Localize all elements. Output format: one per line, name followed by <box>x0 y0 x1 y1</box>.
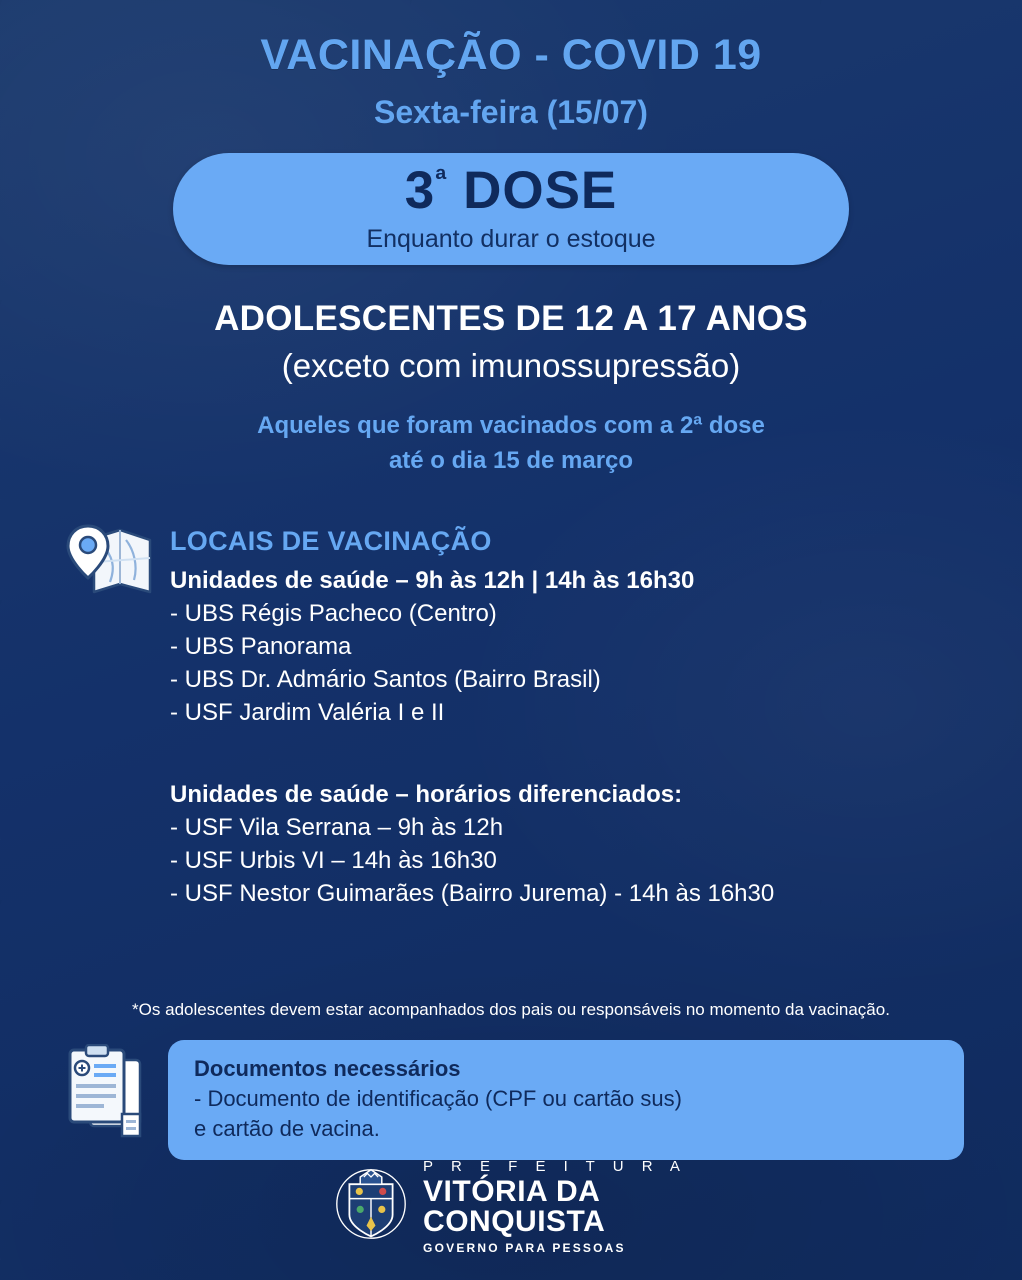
documents-box <box>168 1040 964 1160</box>
group-heading: Unidades de saúde – 9h às 12h | 14h às 16h30 <box>170 567 695 594</box>
locations-text <box>170 520 774 908</box>
audience-exception: (exceto com imunossupressão) <box>281 347 741 384</box>
criteria-line-2: até o dia 15 de março <box>388 446 634 474</box>
group-spacer <box>170 727 774 771</box>
group-heading: Unidades de saúde – horários diferenciados: <box>170 781 683 808</box>
brand-footer <box>0 1159 1022 1254</box>
page-subtitle: Sexta-feira (15/07) <box>374 94 648 130</box>
dose-ordinal: ª <box>435 163 448 197</box>
map-pin-icon <box>64 522 156 607</box>
list-item: - UBS Panorama <box>170 633 352 660</box>
criteria-line-1: Aqueles que foram vacinados com a 2ª dose <box>257 412 765 439</box>
dose-badge <box>173 153 849 265</box>
brand-city-line-1: VITÓRIA DA <box>423 1175 601 1208</box>
dose-note: Enquanto durar o estoque <box>366 225 656 253</box>
list-item: - USF Urbis VI – 14h às 16h30 <box>170 847 497 874</box>
coat-of-arms-icon <box>335 1162 407 1251</box>
clipboard-icon <box>64 1044 146 1147</box>
documents-line-2: e cartão de vacina. <box>194 1116 380 1141</box>
list-item: - USF Nestor Guimarães (Bairro Jurema) - 14h às 16h30 <box>170 880 775 907</box>
locations-title: LOCAIS DE VACINAÇÃO <box>170 526 492 556</box>
list-item: - UBS Régis Pacheco (Centro) <box>170 600 497 627</box>
locations-section <box>64 520 964 908</box>
page-title: VACINAÇÃO - COVID 19 <box>260 31 762 79</box>
list-item: - UBS Dr. Admário Santos (Bairro Brasil) <box>170 666 601 693</box>
brand-slogan: GOVERNO PARA PESSOAS <box>423 1241 626 1255</box>
documents-section <box>64 1040 964 1160</box>
brand-prefix: P R E F E I T U R A <box>423 1158 687 1175</box>
dose-word: DOSE <box>463 161 618 220</box>
list-item: - USF Vila Serrana – 9h às 12h <box>170 814 504 841</box>
dose-label <box>404 161 618 220</box>
footnote: *Os adolescentes devem estar acompanhados dos pais ou responsáveis no momento da vacinação. <box>132 1000 890 1019</box>
list-item: - USF Jardim Valéria I e II <box>170 699 445 726</box>
audience-main: ADOLESCENTES DE 12 A 17 ANOS <box>214 299 808 338</box>
brand-text <box>423 1159 687 1254</box>
audience-criteria <box>0 409 1022 479</box>
locations-group-1 <box>170 567 774 727</box>
locations-group-2 <box>170 781 774 908</box>
documents-line-1: - Documento de identificação (CPF ou cartão sus) <box>194 1086 682 1111</box>
dose-number: 3 <box>404 161 436 220</box>
documents-title: Documentos necessários <box>194 1056 461 1081</box>
brand-city-line-2: CONQUISTA <box>423 1205 606 1238</box>
